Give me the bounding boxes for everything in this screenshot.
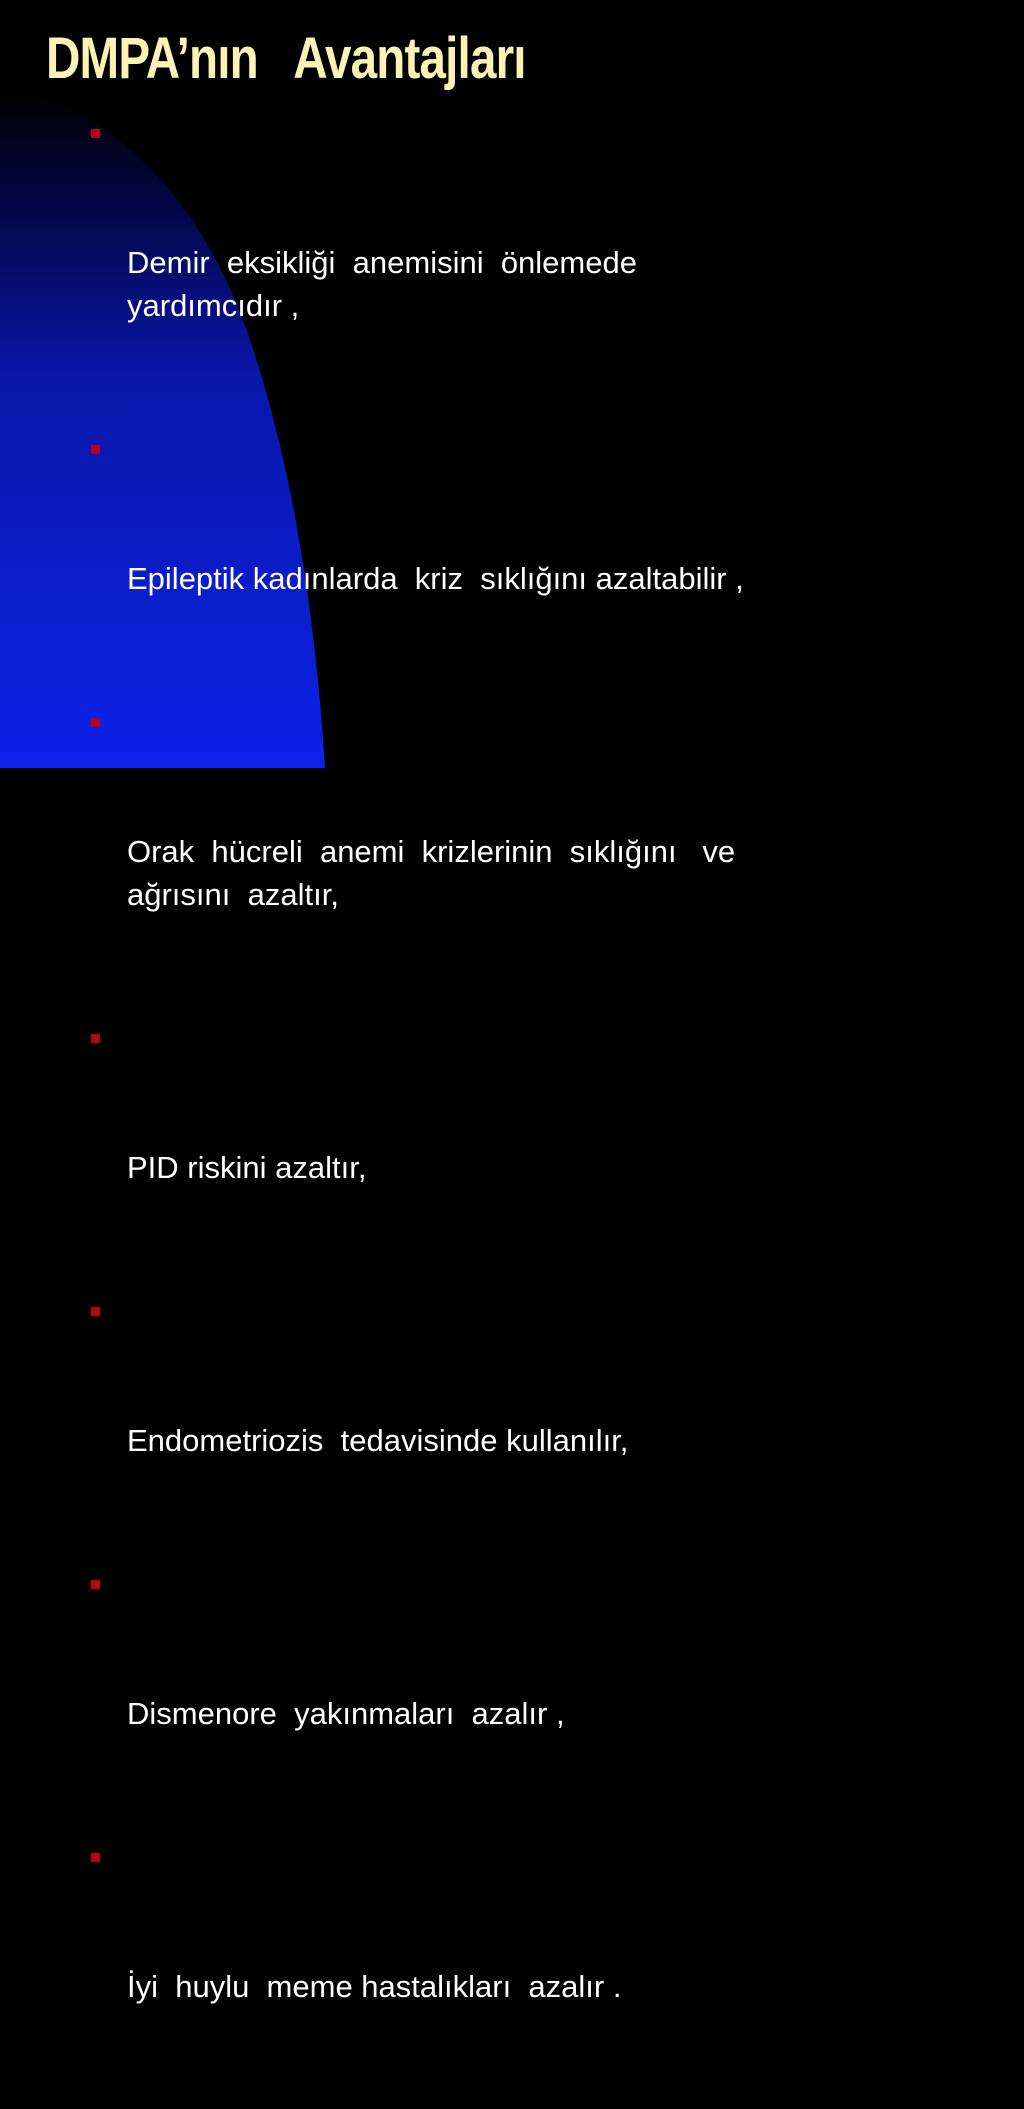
square-bullet-icon — [91, 129, 100, 138]
square-bullet-icon — [91, 1034, 100, 1043]
bullet-list — [88, 112, 988, 2109]
bullet-text: Demir eksikliği anemisini önlemede yardımcıdır , — [127, 245, 637, 323]
bullet-item — [88, 1563, 988, 1821]
bullet-item — [88, 1290, 988, 1548]
bullet-text: Orak hücreli anemi krizlerinin sıklığını ve ağrısını azaltır, — [127, 834, 736, 912]
bullet-text: Dismenore yakınmaları azalır , — [127, 1696, 565, 1731]
bullet-item — [88, 428, 988, 686]
bullet-item — [88, 701, 988, 1002]
bullet-text: Epileptik kadınlarda kriz sıklığını azaltabilir , — [127, 561, 744, 596]
square-bullet-icon — [91, 445, 100, 454]
square-bullet-icon — [91, 718, 100, 727]
square-bullet-icon — [91, 1580, 100, 1589]
bullet-text: PID riskini azaltır, — [127, 1150, 367, 1185]
bullet-item — [88, 1017, 988, 1275]
bullet-item — [88, 1836, 988, 2094]
slide-title: DMPA’nın Avantajları — [46, 26, 526, 91]
bullet-text: Endometriozis tedavisinde kullanılır, — [127, 1423, 629, 1458]
square-bullet-icon — [91, 1307, 100, 1316]
bullet-text: İyi huylu meme hastalıkları azalır . — [127, 1969, 622, 2004]
square-bullet-icon — [91, 1853, 100, 1862]
bullet-item — [88, 112, 988, 413]
